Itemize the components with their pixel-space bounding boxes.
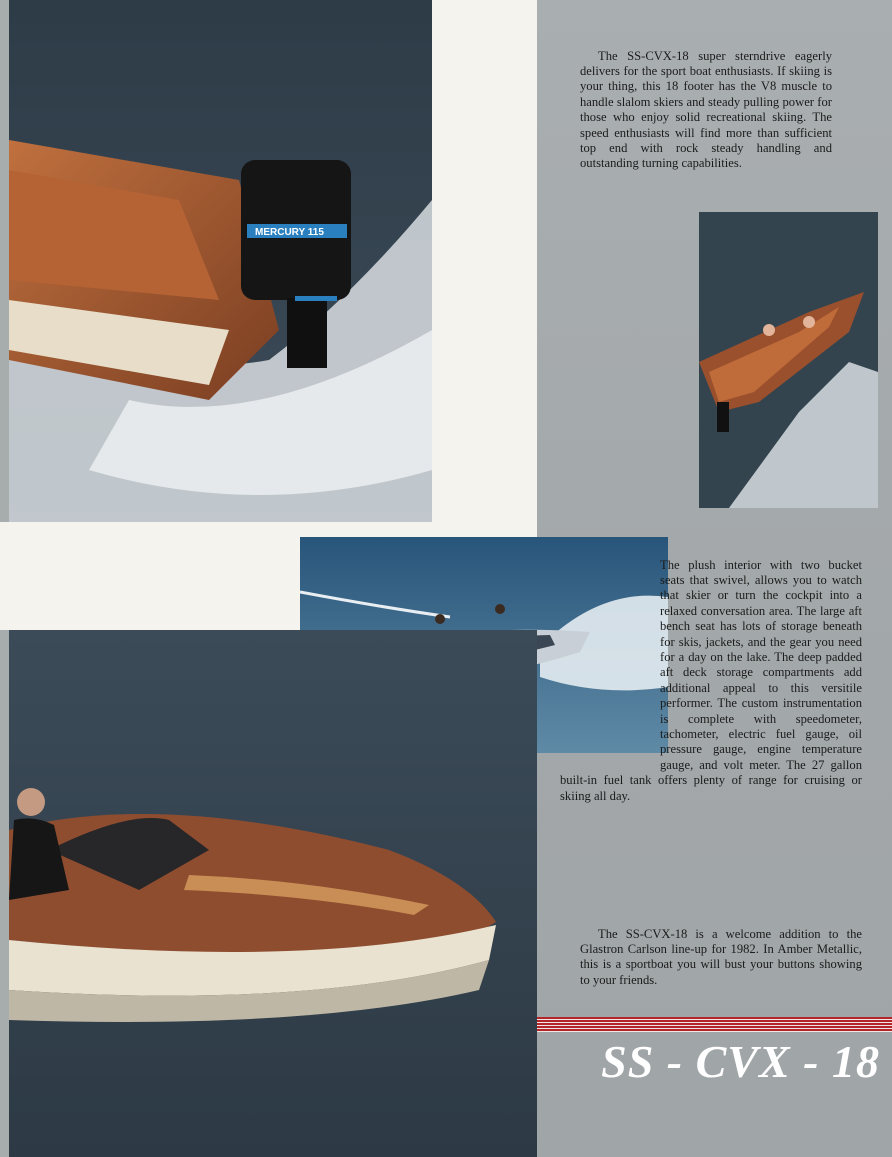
photo-boat-aerial (699, 212, 878, 508)
wrap-spacer (560, 558, 660, 773)
white-strip (432, 0, 537, 522)
red-stripe-divider (537, 1017, 892, 1032)
motor-label: MERCURY 115 (255, 227, 324, 238)
interior-paragraph-text: The plush interior with two bucket seats that swivel, allows you to watch that skier or turn the cockpit into a relaxed conversation area. The large aft bench seat has lots of storage beneath for skis, jackets, and the gear you need for a day on the lake. The deep padded aft deck storage compartments add additional appeal to this versitile performer. The custom instrumentation is complete with speedometer, tachometer, electric fuel gauge, oil pressure gauge, engine temperature gauge, and volt meter. The 27 gallon built-in fuel tank offers plenty of range for cruising or skiing all day. (560, 557, 862, 803)
photo-boat-closeup (9, 630, 537, 1157)
interior-paragraph (560, 558, 862, 805)
closing-paragraph: The SS-CVX-18 is a welcome addition to the Glastron Carlson line-up for 1982. In Amber Metallic, this is a sportboat you will bust your buttons showing to your friends. (580, 926, 862, 987)
intro-paragraph: The SS-CVX-18 super sterndrive eagerly delivers for the sport boat enthusiasts. If skiing is your thing, this 18 footer has the V8 muscle to handle slalom skiers and steady pulling power for those who enjoy solid recreational skiing. The speed enthusiasts will find more than sufficient top end with rock steady handling and outstanding turning capabilities. (580, 48, 832, 171)
photo-outboard-boat (9, 0, 432, 522)
model-title: SS - CVX - 18 (601, 1036, 880, 1087)
